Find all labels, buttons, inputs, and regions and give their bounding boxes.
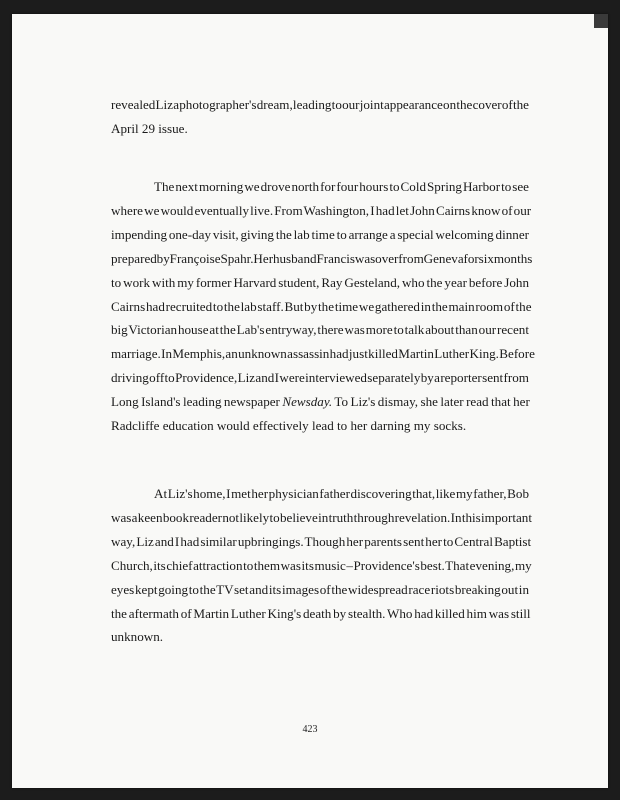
page-corner-shadow xyxy=(594,14,608,28)
text-line: Radcliffe education would effectively lead to her darning my socks. xyxy=(111,418,467,434)
text-line: eyes kept going to the TV set and its images of the widespread race riots breaking out in xyxy=(111,581,529,597)
text-line: marriage. In Memphis, an unknown assassin had just killed Martin Luther King. Before xyxy=(111,346,535,362)
text-segment: To Liz's dismay, she later read that her xyxy=(334,394,530,410)
text-line: to work with my former Harvard student, Ray Gesteland, who the year before John xyxy=(111,274,529,290)
text-line: Church, its chief attraction to them was its music – Providence's best. That evening, my xyxy=(111,557,532,573)
text-segment: Long Island's leading newspaper xyxy=(111,394,280,410)
newspaper-name: Newsday. xyxy=(282,394,333,410)
document-page xyxy=(12,14,608,788)
text-line-with-italic xyxy=(111,390,529,414)
page-number: 423 xyxy=(302,724,318,735)
paragraph-3 xyxy=(111,482,532,649)
text-line: Cairns had recruited to the lab staff. But by the time we gathered in the main room of the xyxy=(111,298,532,314)
paragraph-2 xyxy=(111,175,535,438)
text-line: where we would eventually live. From Washington, I had let John Cairns know of our xyxy=(111,202,532,218)
text-line: was a keen book reader not likely to believe in truth through revelation. In this important xyxy=(111,509,532,525)
text-line: revealed Liz a photographer's dream, leading to our joint appearance on the cover of the xyxy=(111,97,529,112)
text-line: April 29 issue. xyxy=(111,120,188,136)
text-line: At Liz's home, I met her physician father discovering that, like my father, Bob xyxy=(154,486,529,501)
text-line: big Victorian house at the Lab's entryway, there was more to talk about than our recent xyxy=(111,322,529,338)
text-line: impending one-day visit, giving the lab time to arrange a special welcoming dinner xyxy=(111,226,529,242)
text-line: the aftermath of Martin Luther King's death by stealth. Who had killed him was still xyxy=(111,605,531,621)
text-line: driving off to Providence, Liz and I were interviewed separately by a reporter sent from xyxy=(111,370,529,386)
text-line: prepared by Françoise Spahr. Her husband Francis was over from Geneva for six months xyxy=(111,250,533,266)
paragraph-1 xyxy=(111,93,529,141)
text-line: The next morning we drove north for four hours to Cold Spring Harbor to see xyxy=(154,179,529,194)
text-line: unknown. xyxy=(111,629,164,645)
text-line: way, Liz and I had similar upbringings. Though her parents sent her to Central Baptist xyxy=(111,533,532,549)
